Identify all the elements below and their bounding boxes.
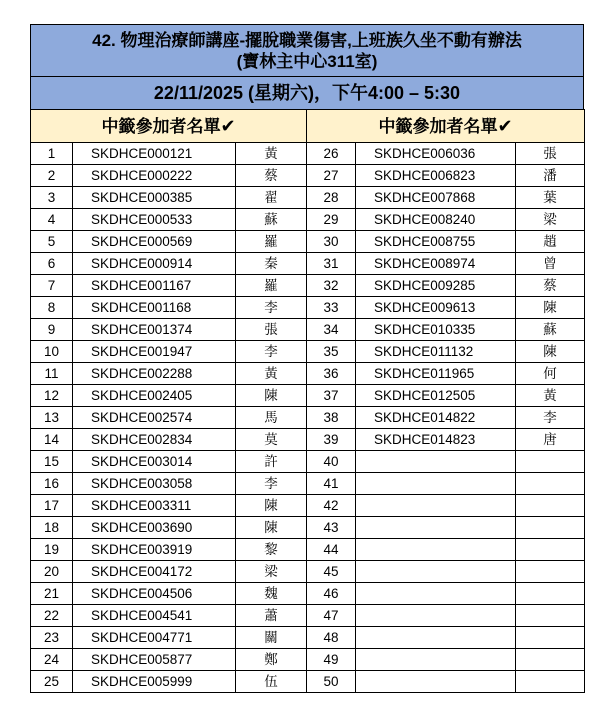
entry-code: SKDHCE009285 (356, 275, 516, 297)
entry-surname: 張 (516, 143, 585, 165)
entry-number: 16 (31, 473, 73, 495)
participant-table-body (31, 110, 585, 693)
entry-code: SKDHCE000533 (73, 209, 236, 231)
entry-code (356, 451, 516, 473)
right-header-label: 中籤參加者名單 (378, 116, 498, 136)
entry-number: 49 (307, 649, 356, 671)
entry-number: 3 (31, 187, 73, 209)
entry-code: SKDHCE001168 (73, 297, 236, 319)
entry-number: 7 (31, 275, 73, 297)
entry-number: 4 (31, 209, 73, 231)
table-row (31, 605, 585, 627)
entry-number: 41 (307, 473, 356, 495)
entry-number: 25 (31, 671, 73, 693)
entry-surname: 唐 (516, 429, 585, 451)
entry-number: 43 (307, 517, 356, 539)
entry-number: 27 (307, 165, 356, 187)
entry-code: SKDHCE005999 (73, 671, 236, 693)
entry-number: 26 (307, 143, 356, 165)
entry-number: 13 (31, 407, 73, 429)
entry-number: 48 (307, 627, 356, 649)
table-row (31, 143, 585, 165)
entry-code: SKDHCE000121 (73, 143, 236, 165)
entry-number: 9 (31, 319, 73, 341)
table-row (31, 407, 585, 429)
entry-code: SKDHCE003919 (73, 539, 236, 561)
entry-code: SKDHCE005877 (73, 649, 236, 671)
entry-code: SKDHCE014822 (356, 407, 516, 429)
entry-surname: 馬 (236, 407, 307, 429)
entry-surname: 李 (516, 407, 585, 429)
table-row (31, 627, 585, 649)
entry-code (356, 627, 516, 649)
entry-surname: 翟 (236, 187, 307, 209)
entry-surname: 陳 (236, 517, 307, 539)
check-mark-icon: ✔ (497, 115, 513, 136)
table-row (31, 583, 585, 605)
entry-code: SKDHCE000222 (73, 165, 236, 187)
entry-code: SKDHCE004541 (73, 605, 236, 627)
left-list-header (31, 110, 307, 143)
entry-surname: 李 (236, 297, 307, 319)
entry-surname: 趙 (516, 231, 585, 253)
entry-surname: 魏 (236, 583, 307, 605)
entry-surname: 鄭 (236, 649, 307, 671)
entry-surname (516, 627, 585, 649)
entry-code (356, 561, 516, 583)
entry-code: SKDHCE003014 (73, 451, 236, 473)
table-header-row (31, 110, 585, 143)
entry-surname: 伍 (236, 671, 307, 693)
entry-surname (516, 605, 585, 627)
entry-code: SKDHCE000569 (73, 231, 236, 253)
event-title: 42. 物理治療師講座-擺脫職業傷害,上班族久坐不動有辦法 (92, 31, 522, 50)
entry-surname: 蔡 (236, 165, 307, 187)
participant-table (30, 109, 585, 693)
entry-code: SKDHCE008974 (356, 253, 516, 275)
entry-number: 50 (307, 671, 356, 693)
entry-surname: 蘇 (236, 209, 307, 231)
entry-surname: 許 (236, 451, 307, 473)
table-row (31, 385, 585, 407)
entry-surname: 曾 (516, 253, 585, 275)
entry-number: 46 (307, 583, 356, 605)
entry-surname: 黃 (516, 385, 585, 407)
entry-number: 40 (307, 451, 356, 473)
entry-surname: 莫 (236, 429, 307, 451)
entry-surname (516, 561, 585, 583)
entry-number: 6 (31, 253, 73, 275)
entry-number: 22 (31, 605, 73, 627)
entry-surname: 李 (236, 341, 307, 363)
entry-surname (516, 473, 585, 495)
entry-surname: 陳 (236, 385, 307, 407)
entry-number: 30 (307, 231, 356, 253)
entry-code: SKDHCE008755 (356, 231, 516, 253)
table-row (31, 231, 585, 253)
entry-surname: 李 (236, 473, 307, 495)
entry-surname: 蕭 (236, 605, 307, 627)
entry-code: SKDHCE006036 (356, 143, 516, 165)
participant-list-sheet (30, 24, 584, 693)
entry-code (356, 495, 516, 517)
entry-surname: 蘇 (516, 319, 585, 341)
entry-code: SKDHCE002288 (73, 363, 236, 385)
entry-surname: 葉 (516, 187, 585, 209)
left-header-label: 中籤參加者名單 (101, 116, 221, 136)
entry-surname: 何 (516, 363, 585, 385)
table-row (31, 187, 585, 209)
entry-surname: 蔡 (516, 275, 585, 297)
entry-number: 33 (307, 297, 356, 319)
entry-code: SKDHCE012505 (356, 385, 516, 407)
table-row (31, 363, 585, 385)
entry-code: SKDHCE006823 (356, 165, 516, 187)
entry-number: 20 (31, 561, 73, 583)
entry-number: 19 (31, 539, 73, 561)
entry-number: 47 (307, 605, 356, 627)
entry-code: SKDHCE002574 (73, 407, 236, 429)
entry-code: SKDHCE008240 (356, 209, 516, 231)
table-row (31, 649, 585, 671)
entry-code: SKDHCE003058 (73, 473, 236, 495)
entry-surname: 潘 (516, 165, 585, 187)
entry-code (356, 517, 516, 539)
entry-surname: 陳 (516, 341, 585, 363)
table-row (31, 451, 585, 473)
entry-code (356, 583, 516, 605)
entry-code: SKDHCE001167 (73, 275, 236, 297)
entry-code (356, 605, 516, 627)
entry-code: SKDHCE011132 (356, 341, 516, 363)
table-row (31, 319, 585, 341)
entry-surname: 羅 (236, 231, 307, 253)
entry-code: SKDHCE010335 (356, 319, 516, 341)
entry-code: SKDHCE003311 (73, 495, 236, 517)
entry-number: 42 (307, 495, 356, 517)
entry-surname: 黃 (236, 363, 307, 385)
entry-number: 17 (31, 495, 73, 517)
entry-number: 45 (307, 561, 356, 583)
entry-code (356, 649, 516, 671)
entry-code: SKDHCE009613 (356, 297, 516, 319)
entry-surname: 羅 (236, 275, 307, 297)
entry-number: 37 (307, 385, 356, 407)
entry-code: SKDHCE001947 (73, 341, 236, 363)
entry-surname (516, 671, 585, 693)
event-venue: (寶林主中心311室) (236, 52, 378, 71)
table-row (31, 209, 585, 231)
entry-code: SKDHCE011965 (356, 363, 516, 385)
entry-code: SKDHCE002834 (73, 429, 236, 451)
entry-number: 18 (31, 517, 73, 539)
table-row (31, 539, 585, 561)
right-list-header (307, 110, 585, 143)
entry-surname: 秦 (236, 253, 307, 275)
entry-number: 21 (31, 583, 73, 605)
entry-code: SKDHCE014823 (356, 429, 516, 451)
entry-surname: 黃 (236, 143, 307, 165)
entry-code: SKDHCE007868 (356, 187, 516, 209)
entry-number: 44 (307, 539, 356, 561)
entry-surname: 關 (236, 627, 307, 649)
entry-number: 32 (307, 275, 356, 297)
event-date-time: 22/11/2025 (星期六)，下午4:00 – 5:30 (153, 83, 461, 103)
table-row (31, 561, 585, 583)
event-date-banner (30, 76, 584, 109)
entry-number: 5 (31, 231, 73, 253)
table-row (31, 341, 585, 363)
check-mark-icon: ✔ (220, 115, 236, 136)
entry-code: SKDHCE000385 (73, 187, 236, 209)
entry-number: 14 (31, 429, 73, 451)
entry-number: 15 (31, 451, 73, 473)
entry-surname (516, 451, 585, 473)
entry-code: SKDHCE004771 (73, 627, 236, 649)
table-row (31, 517, 585, 539)
event-title-banner (30, 24, 584, 76)
table-row (31, 297, 585, 319)
entry-number: 1 (31, 143, 73, 165)
entry-number: 11 (31, 363, 73, 385)
entry-number: 35 (307, 341, 356, 363)
table-row (31, 671, 585, 693)
entry-code: SKDHCE001374 (73, 319, 236, 341)
entry-number: 24 (31, 649, 73, 671)
entry-code: SKDHCE002405 (73, 385, 236, 407)
entry-surname (516, 649, 585, 671)
entry-surname: 黎 (236, 539, 307, 561)
entry-number: 39 (307, 429, 356, 451)
entry-number: 8 (31, 297, 73, 319)
entry-surname: 梁 (516, 209, 585, 231)
entry-number: 29 (307, 209, 356, 231)
table-row (31, 495, 585, 517)
entry-code: SKDHCE000914 (73, 253, 236, 275)
table-row (31, 473, 585, 495)
entry-surname (516, 539, 585, 561)
entry-code (356, 539, 516, 561)
entry-number: 10 (31, 341, 73, 363)
entry-code: SKDHCE004506 (73, 583, 236, 605)
entry-surname (516, 495, 585, 517)
entry-code: SKDHCE004172 (73, 561, 236, 583)
table-row (31, 253, 585, 275)
table-row (31, 429, 585, 451)
entry-number: 28 (307, 187, 356, 209)
entry-surname: 張 (236, 319, 307, 341)
entry-code (356, 671, 516, 693)
entry-number: 2 (31, 165, 73, 187)
entry-number: 34 (307, 319, 356, 341)
entry-number: 12 (31, 385, 73, 407)
entry-surname: 梁 (236, 561, 307, 583)
entry-surname (516, 583, 585, 605)
entry-code: SKDHCE003690 (73, 517, 236, 539)
entry-surname (516, 517, 585, 539)
entry-surname: 陳 (516, 297, 585, 319)
entry-surname: 陳 (236, 495, 307, 517)
entry-code (356, 473, 516, 495)
table-row (31, 275, 585, 297)
entry-number: 31 (307, 253, 356, 275)
entry-number: 38 (307, 407, 356, 429)
entry-number: 36 (307, 363, 356, 385)
table-row (31, 165, 585, 187)
entry-number: 23 (31, 627, 73, 649)
